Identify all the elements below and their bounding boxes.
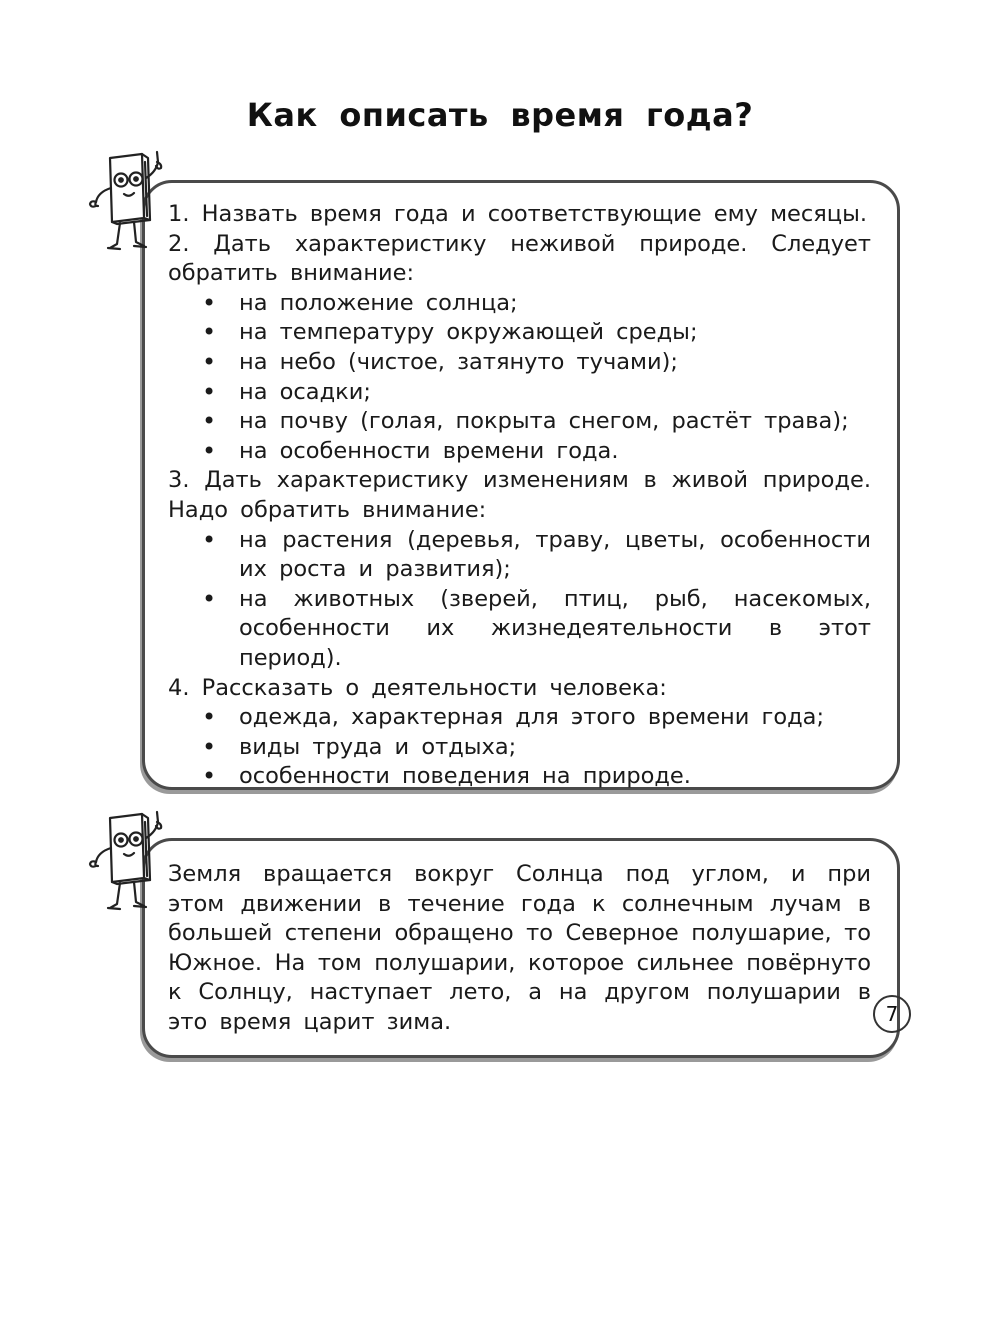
bullet-item: • одежда, характерная для этого времени года; [168, 703, 871, 733]
bullet-item: • на животных (зверей, птиц, рыб, насекомых, особенности их жизнедеятельности в этот период). [168, 585, 871, 674]
list-item-4: 4. Рассказать о деятельности человека: [168, 674, 667, 701]
list-item-3-bullets [168, 526, 871, 674]
page-number: 7 [873, 995, 911, 1033]
bullet-item: • на почву (голая, покрыта снегом, растёт трава); [168, 407, 871, 437]
fact-box-text: Земля вращается вокруг Солнца под углом, и при этом движении в течение года к солнечным лучам в большей степени обращено то Северное полушарие, то Южное. На том полушарии, которое сильнее повёрнуто к Солнцу, наступает лето, а на другом полушарии в это время царит зима. [168, 861, 871, 1035]
list-item-3: 3. Дать характеристику изменениям в живой природе. Надо обратить внимание: [168, 467, 871, 523]
book-character-icon [84, 148, 168, 258]
bullet-item: • особенности поведения на природе. [168, 762, 871, 792]
list-item-2: 2. Дать характеристику неживой природе. Следует обратить внимание: [168, 230, 871, 287]
bullet-item: • на растения (деревья, траву, цветы, особенности их роста и развития); [168, 526, 871, 585]
list-item-4-bullets [168, 703, 871, 792]
list-item-1: 1. Назвать время года и соответствующие ему месяцы. [168, 201, 868, 227]
tips-box-content [168, 200, 871, 792]
book-character-icon [84, 808, 168, 918]
bullet-item: • виды труда и отдыха; [168, 733, 871, 763]
list-item-2-bullets [168, 289, 871, 467]
page-title: Как описать время года? [246, 96, 754, 134]
bullet-item: • на положение солнца; [168, 289, 871, 319]
bullet-item: • на температуру окружающей среды; [168, 318, 871, 348]
bullet-item: • на небо (чистое, затянуто тучами); [168, 348, 871, 378]
bullet-item: • на осадки; [168, 378, 871, 408]
bullet-item: • на особенности времени года. [168, 437, 871, 467]
